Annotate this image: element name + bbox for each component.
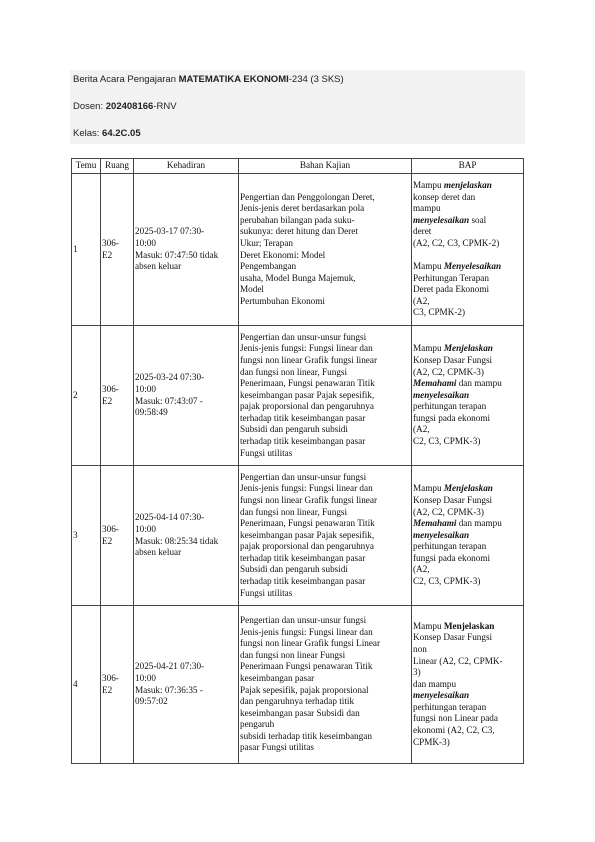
kelas-value: 64.2C.05 xyxy=(102,128,141,139)
bahan-kajian-cell: Pengertian dan Penggolongan Deret, Jenis-jenis deret berdasarkan pola perubahan bilangan pada suku- sukunya: deret hitung dan Deret Ukur; Terapan Deret Ekonomi: Model Pengembangan usaha, Model Bunga Majemuk, Model Pertumbuhan Ekonomi xyxy=(239,174,412,326)
bap-text-segment: Menjelaskan xyxy=(443,343,493,354)
ruang-cell: 306- E2 xyxy=(101,326,134,466)
bap-text-segment: Perhitungan Terapan Deret pada Ekonomi (A2, C3, CPMK-2) xyxy=(413,272,490,318)
course-code: -234 (3 SKS) xyxy=(288,74,344,85)
bap-text-segment: Memahami xyxy=(413,518,457,529)
bap-text-segment: Menyelesaikan xyxy=(443,261,502,272)
course-title-line xyxy=(73,74,344,85)
bahan-kajian-cell: Pengertian dan unsur-unsur fungsi Jenis-jenis fungsi: Fungsi linear dan fungsi non linear Grafik fungsi linear dan fungsi non linear, Fungsi Penerimaan, Fungsi penawaran Titik keseimbangan pasar Pajak sepesifik, pajak proporsional dan pengaruhnya terhadap titik keseimbangan pasar Subsidi dan pengaruh subsidi terhadap titik keseimbangan pasar Fungsi utilitas xyxy=(239,466,412,606)
dosen-suffix: -RNV xyxy=(153,101,177,112)
bap-text-segment: perhitungan terapan fungsi pada ekonomi (A2, C2, C3, CPMK-3) xyxy=(413,401,491,447)
bap-cell xyxy=(412,606,524,764)
col-header-ruang: Ruang xyxy=(101,159,134,174)
ruang-cell: 306- E2 xyxy=(101,174,134,326)
kehadiran-cell: 2025-04-21 07:30- 10:00 Masuk: 07:36:35 - 09:57:02 xyxy=(134,606,239,764)
table-row xyxy=(72,326,524,466)
dosen-code: 202408166 xyxy=(105,101,154,112)
kehadiran-cell: 2025-04-14 07:30- 10:00 Masuk: 08:25:34 tidak absen keluar xyxy=(134,466,239,606)
bap-text-segment: dan mampu xyxy=(458,518,502,529)
bap-text-segment: konsep deret dan mampu xyxy=(413,191,476,214)
kelas-line xyxy=(73,128,141,139)
dosen-label: Dosen: xyxy=(73,101,106,112)
temu-cell: 1 xyxy=(72,174,101,326)
bap-table xyxy=(71,158,524,764)
kehadiran-cell: 2025-03-17 07:30- 10:00 Masuk: 07:47:50 tidak absen keluar xyxy=(134,174,239,326)
bahan-kajian-cell: Pengertian dan unsur-unsur fungsi Jenis-jenis fungsi: Fungsi linear dan fungsi non linear Grafik fungsi linear dan fungsi non linear, Fungsi Penerimaan, Fungsi penawaran Titik keseimbangan pasar Pajak sepesifik, pajak proporsional dan pengaruhnya terhadap titik keseimbangan pasar Subsidi dan pengaruh subsidi terhadap titik keseimbangan pasar Fungsi utilitas xyxy=(239,326,412,466)
bap-cell xyxy=(412,174,524,326)
bap-text-segment: Konsep Dasar Fungsi (A2, C2, CPMK-3) xyxy=(413,354,493,377)
table-header-row xyxy=(72,159,524,174)
bap-text-segment: dan mampu xyxy=(458,378,502,389)
ruang-cell: 306- E2 xyxy=(101,466,134,606)
temu-cell: 2 xyxy=(72,326,101,466)
col-header-temu: Temu xyxy=(72,159,101,174)
temu-cell: 4 xyxy=(72,606,101,764)
kehadiran-cell: 2025-03-24 07:30- 10:00 Masuk: 07:43:07 - 09:58:49 xyxy=(134,326,239,466)
bap-text-segment: perhitungan terapan fungsi pada ekonomi (A2, C2, C3, CPMK-3) xyxy=(413,541,491,587)
bap-cell xyxy=(412,466,524,606)
bap-text-segment: menjelaskan xyxy=(443,179,492,190)
kelas-label: Kelas: xyxy=(73,128,103,139)
document-header xyxy=(70,70,525,144)
bap-text-segment: Memahami xyxy=(413,378,457,389)
course-name: MATEMATIKA EKONOMI xyxy=(178,74,289,85)
bap-text-segment: menyelesaikan xyxy=(413,214,470,225)
bap-text-segment: Konsep Dasar Fungsi non Linear (A2, C2, CPMK- 3) dan mampu xyxy=(413,632,503,689)
col-header-bahan-kajian: Bahan Kajian xyxy=(239,159,412,174)
bap-text-segment: perhitungan terapan fungsi non Linear pada ekonomi (A2, C2, C3, CPMK-3) xyxy=(413,701,498,747)
col-header-bap: BAP xyxy=(412,159,524,174)
bap-text-segment: Konsep Dasar Fungsi (A2, C2, CPMK-3) xyxy=(413,494,493,517)
bahan-kajian-cell: Pengertian dan unsur-unsur fungsi Jenis-jenis fungsi: Fungsi linear dan fungsi non linear Grafik fungsi Linear dan fungsi non linear Fungsi Penerimaan Fungsi penawaran Titik keseimbangan pasar Pajak sepesifik, pajak proporsional dan pengaruhnya terhadap titik keseimbangan pasar Subsidi dan pengaruh subsidi terhadap titik keseimbangan pasar Fungsi utilitas xyxy=(239,606,412,764)
bap-text-segment: Menjelaskan xyxy=(443,620,495,631)
table-row xyxy=(72,466,524,606)
bap-text-segment: menyelesaikan xyxy=(413,690,470,701)
temu-cell: 3 xyxy=(72,466,101,606)
dosen-line xyxy=(73,101,177,112)
bap-text-segment: soal deret (A2, C2, C3, CPMK-2) Mampu xyxy=(413,214,500,272)
bap-text-segment: Mampu xyxy=(413,483,444,494)
table-row xyxy=(72,606,524,764)
ruang-cell: 306- E2 xyxy=(101,606,134,764)
table-row xyxy=(72,174,524,326)
bap-text-segment: Menjelaskan xyxy=(443,483,493,494)
title-prefix: Berita Acara Pengajaran xyxy=(73,74,179,85)
bap-text-segment: menyelesaikan xyxy=(413,529,470,540)
bap-cell xyxy=(412,326,524,466)
col-header-kehadiran: Kehadiran xyxy=(134,159,239,174)
bap-text-segment: menyelesaikan xyxy=(413,389,470,400)
bap-text-segment: Mampu xyxy=(413,343,444,354)
bap-text-segment: Mampu xyxy=(413,620,444,631)
bap-text-segment: Mampu xyxy=(413,179,444,190)
